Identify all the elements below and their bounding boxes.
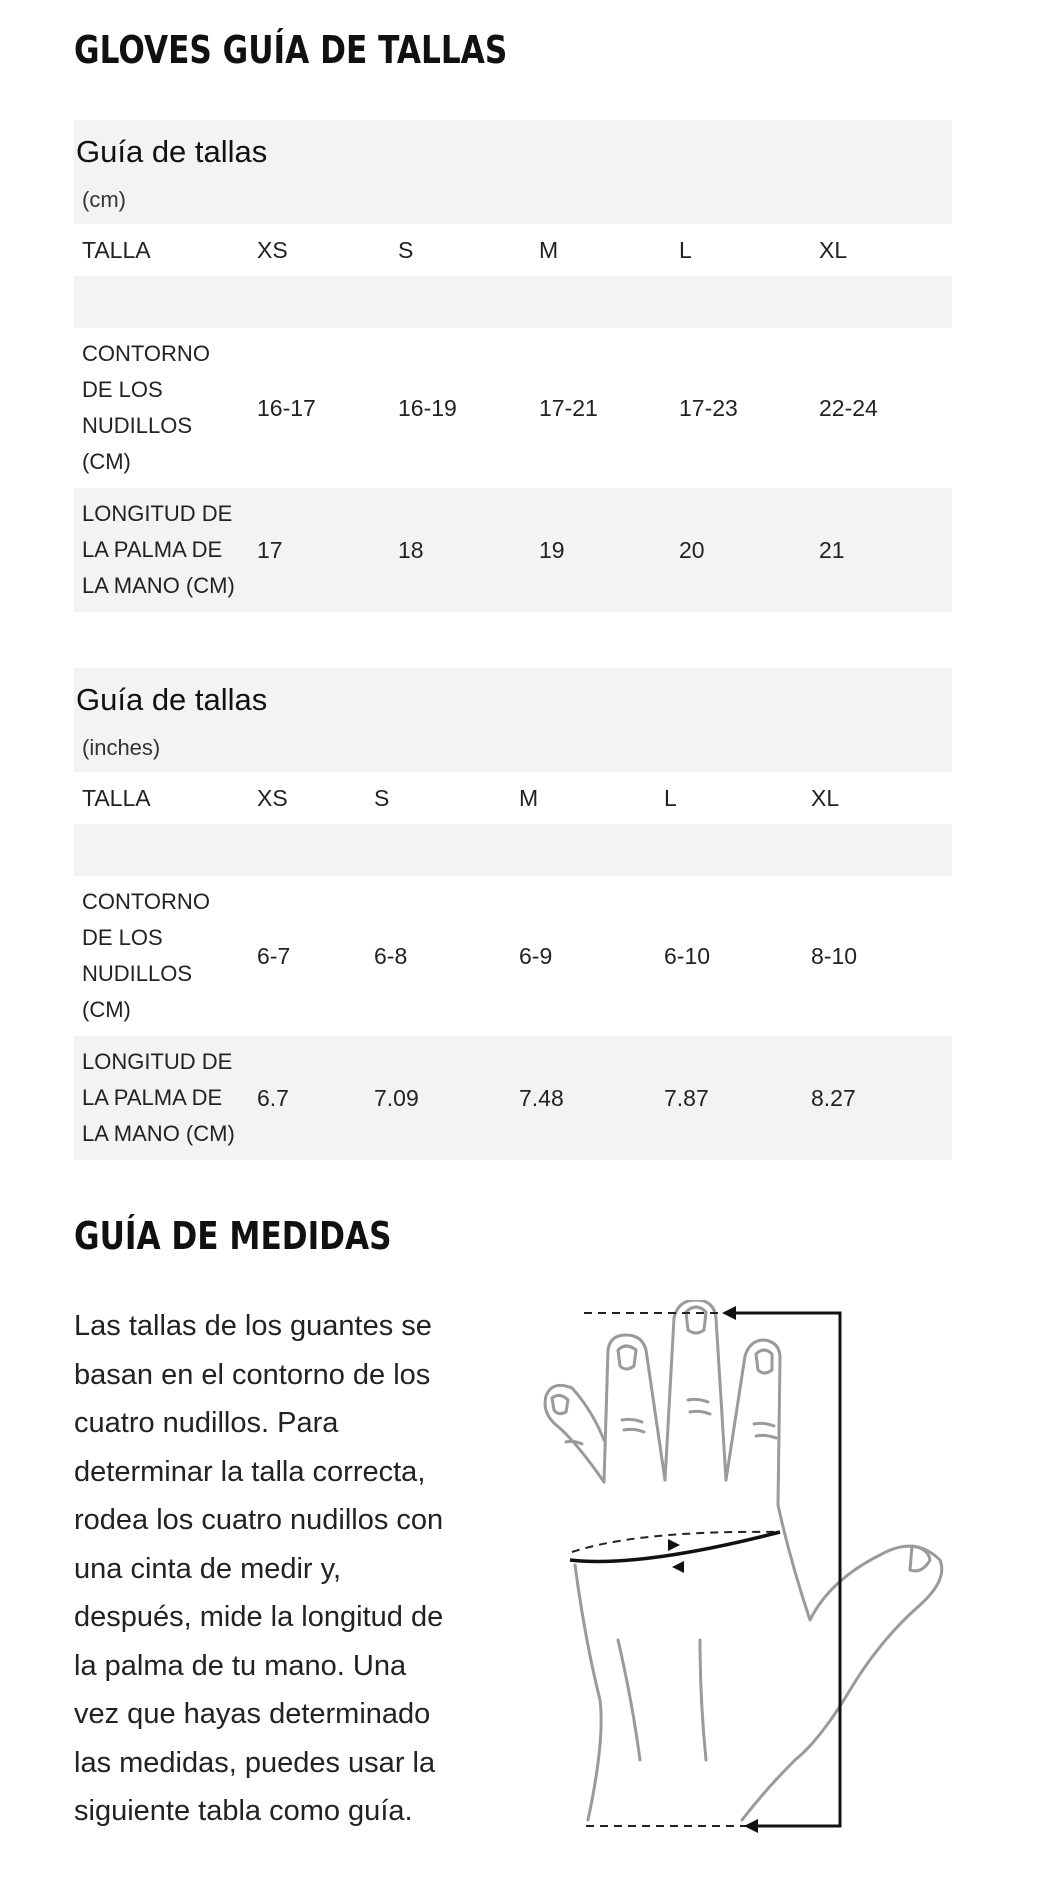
table-cell: 20 [671, 488, 811, 612]
table-cell: 8-10 [811, 943, 858, 969]
arrow-bottom-icon [744, 1819, 758, 1833]
spacer-row [74, 824, 952, 876]
table-cell: 21 [811, 488, 952, 612]
table-title: Guía de tallas [74, 120, 952, 176]
table-unit: (cm) [74, 176, 952, 224]
table-cell: 7.48 [511, 1036, 656, 1160]
table-cell: 6-9 [519, 943, 553, 969]
table-cell: 7.09 [366, 1036, 511, 1160]
measure-instructions: Las tallas de los guantes se basan en el contorno de los cuatro nudillos. Para determinar la talla correcta, rodea los cuatro nudillos con una cinta de medir y, después, mide la longitud de la palma de tu mano. Una vez que hayas determinado las medidas, puedes usar la siguiente tabla como guía. [74, 1310, 444, 1827]
size-header: L [664, 785, 677, 811]
tape-back [572, 1532, 780, 1552]
size-header: S [374, 785, 390, 811]
nail [618, 1346, 636, 1369]
row-label: LONGITUD DE LA PALMA DE LA MANO (CM) [74, 1036, 249, 1160]
table-cell: 6-8 [374, 943, 408, 969]
table-title: Guía de tallas [74, 668, 952, 724]
table-row [74, 1036, 952, 1160]
table-row [74, 876, 952, 1036]
palm-crease [618, 1640, 640, 1760]
table-row [74, 488, 952, 612]
row-label: CONTORNO DE LOS NUDILLOS (CM) [82, 889, 210, 1022]
row-label: CONTORNO DE LOS NUDILLOS (CM) [82, 341, 210, 474]
page-title: GLOVES GUÍA DE TALLAS [74, 28, 508, 72]
table-cell: 8.27 [803, 1036, 952, 1160]
table-cell: 17-21 [539, 395, 598, 421]
table-cell: 22-24 [819, 395, 878, 421]
finger-middle [665, 1300, 726, 1480]
palm-crease [700, 1640, 706, 1760]
table-cell: 6-7 [257, 943, 291, 969]
tape-arrow-icon [668, 1539, 680, 1551]
size-header: L [679, 237, 692, 263]
header-label: TALLA [82, 785, 151, 811]
size-header: XS [257, 785, 288, 811]
table-cell: 16-17 [257, 395, 316, 421]
palm-left-edge [575, 1565, 601, 1820]
table-row [74, 328, 952, 488]
table-cell: 7.87 [656, 1036, 803, 1160]
size-header: M [539, 237, 559, 263]
size-table-cm [74, 120, 952, 612]
nail [686, 1307, 706, 1333]
table-cell: 6-10 [664, 943, 711, 969]
table-cell: 19 [531, 488, 671, 612]
nail [552, 1395, 568, 1413]
table-cell: 16-19 [398, 395, 457, 421]
finger-left [545, 1385, 604, 1482]
table-cell: 18 [390, 488, 531, 612]
arrow-top-icon [722, 1306, 736, 1320]
size-header: S [398, 237, 414, 263]
size-header: XL [819, 237, 848, 263]
table-cell: 17 [249, 488, 390, 612]
tape-arrow-icon [672, 1561, 684, 1573]
measure-title: GUÍA DE MEDIDAS [74, 1214, 392, 1258]
row-label: LONGITUD DE LA PALMA DE LA MANO (CM) [74, 488, 249, 612]
size-header: XS [257, 237, 288, 263]
nail [756, 1350, 772, 1373]
length-bracket [732, 1313, 840, 1826]
hand-measure-illustration [536, 1300, 956, 1840]
size-header: M [519, 785, 539, 811]
header-label: TALLA [82, 237, 151, 263]
table-cell: 6.7 [249, 1036, 366, 1160]
size-table-inches [74, 668, 952, 1160]
table-cell: 17-23 [679, 395, 738, 421]
size-header: XL [811, 785, 840, 811]
table-unit: (inches) [74, 724, 952, 772]
spacer-row [74, 276, 952, 328]
